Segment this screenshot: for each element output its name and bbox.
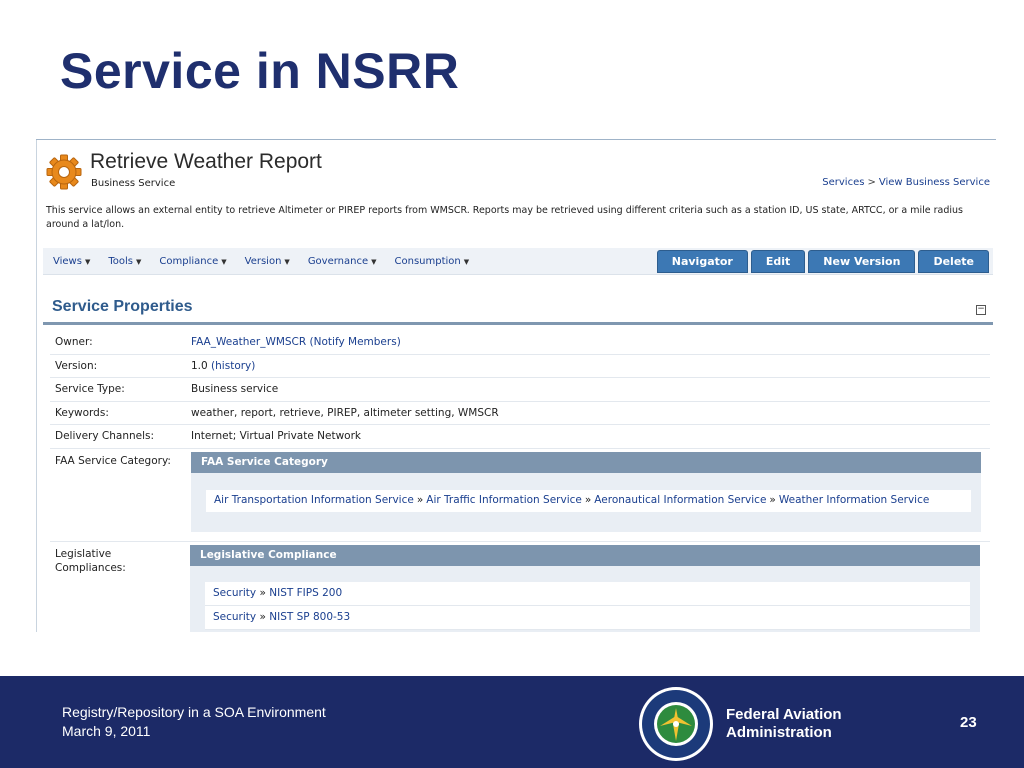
caret-down-icon: ▼ (135, 258, 142, 266)
page-number: 23 (960, 714, 977, 731)
menu-governance-label: Governance (307, 256, 369, 267)
property-row-faa-category (50, 452, 990, 537)
service-type-value: Business service (191, 383, 279, 395)
faa-category-label: FAA Service Category: (55, 455, 171, 467)
category-air-transportation[interactable]: Air Transportation Information Service (214, 494, 414, 506)
caret-down-icon: ▼ (284, 258, 290, 266)
path-separator: » (416, 494, 424, 506)
property-row-version (50, 355, 990, 379)
compliance-name-link[interactable]: NIST SP 800-53 (269, 611, 351, 623)
collapse-icon[interactable]: − (977, 304, 985, 314)
keywords-value: weather, report, retrieve, PIREP, altimeter setting, WMSCR (191, 406, 499, 419)
faa-category-box (191, 452, 981, 532)
version-paren-close: ) (251, 359, 256, 372)
category-air-traffic[interactable]: Air Traffic Information Service (426, 494, 582, 506)
caret-down-icon: ▼ (84, 258, 91, 266)
owner-label: Owner: (55, 336, 93, 348)
version-label: Version: (55, 359, 98, 372)
nsrr-screenshot (36, 139, 996, 632)
delete-button[interactable]: Delete (918, 250, 989, 273)
menu-compliance[interactable] (159, 256, 226, 267)
slide-title: Service in NSRR (60, 43, 460, 99)
breadcrumb-separator: > (867, 177, 876, 188)
edit-button[interactable]: Edit (751, 250, 805, 273)
history-link[interactable]: history (215, 359, 252, 372)
menu-version-label: Version (244, 256, 282, 267)
service-description: This service allows an external entity to retrieve Altimeter or PIREP reports from WMSCR. Reports may be retrieved using different criteria such as a station ID, US state, ARTCC, or a mile radius around a lat/lon. (46, 205, 963, 230)
properties-table (50, 331, 990, 449)
caret-down-icon: ▼ (463, 258, 470, 266)
menu-views[interactable] (53, 256, 90, 267)
action-menubar (43, 248, 993, 275)
faa-category-path (206, 490, 971, 512)
version-number: 1.0 (191, 359, 208, 372)
version-paren-open: ( (211, 359, 216, 372)
delivery-channels-label: Delivery Channels: (55, 430, 155, 442)
breadcrumb-current[interactable]: View Business Service (878, 177, 990, 188)
path-separator: » (584, 494, 592, 506)
section-divider (43, 322, 993, 325)
breadcrumb (822, 177, 990, 188)
property-row-delivery-channels (50, 425, 990, 449)
page-subtitle: Business Service (91, 178, 176, 189)
notify-members-link[interactable]: Notify Members (313, 336, 397, 348)
owner-value (191, 336, 401, 348)
delivery-channels-value: Internet; Virtual Private Network (191, 430, 361, 442)
agency-name-line1: Federal Aviation (726, 706, 842, 723)
caret-down-icon: ▼ (371, 258, 377, 266)
path-separator: » (769, 494, 776, 506)
faa-category-box-title: FAA Service Category (191, 452, 981, 473)
menu-compliance-label: Compliance (159, 256, 219, 267)
compliance-category-link[interactable]: Security (213, 611, 257, 623)
keywords-label: Keywords: (55, 406, 109, 419)
gear-icon (46, 154, 82, 190)
list-item (205, 606, 970, 630)
version-value (191, 360, 255, 372)
path-separator: » (259, 611, 266, 623)
agency-name-line2: Administration (726, 724, 832, 741)
owner-paren-close: ) (396, 336, 401, 348)
legislative-box-title: Legislative Compliance (190, 545, 980, 566)
category-weather[interactable]: Weather Information Service (778, 494, 930, 506)
faa-seal-logo (638, 686, 714, 762)
menu-tools[interactable] (108, 256, 141, 267)
category-aeronautical[interactable]: Aeronautical Information Service (594, 494, 767, 506)
property-row-service-type (50, 378, 990, 402)
path-separator: » (259, 587, 266, 599)
caret-down-icon: ▼ (221, 258, 227, 266)
menu-consumption[interactable] (395, 256, 470, 267)
footer-course-title: Registry/Repository in a SOA Environment (62, 704, 326, 720)
legislative-list (205, 582, 970, 630)
menu-version[interactable] (245, 256, 290, 267)
property-row-owner (50, 331, 990, 355)
legislative-box (190, 545, 980, 632)
compliance-name-link[interactable]: NIST FIPS 200 (269, 587, 343, 599)
owner-paren-open: ( (309, 336, 314, 348)
menu-tools-label: Tools (108, 256, 133, 267)
navigator-button[interactable]: Navigator (657, 250, 748, 273)
property-row-keywords (50, 402, 990, 426)
legislative-label: Legislative Compliances: (55, 548, 126, 574)
menu-governance[interactable] (308, 256, 377, 267)
slide-footer (0, 676, 1024, 768)
menu-consumption-label: Consumption (394, 256, 461, 267)
breadcrumb-services-link[interactable]: Services (822, 177, 865, 188)
menu-views-label: Views (53, 256, 82, 267)
service-type-label: Service Type: (55, 383, 125, 395)
footer-date: March 9, 2011 (62, 723, 151, 739)
compliance-category-link[interactable]: Security (213, 587, 257, 599)
owner-link[interactable]: FAA_Weather_WMSCR (191, 336, 307, 348)
section-title: Service Properties (52, 298, 193, 315)
property-row-legislative (50, 541, 990, 632)
new-version-button[interactable]: New Version (808, 250, 915, 273)
panel-border (36, 140, 37, 632)
page-title: Retrieve Weather Report (90, 150, 322, 173)
list-item (205, 582, 970, 606)
